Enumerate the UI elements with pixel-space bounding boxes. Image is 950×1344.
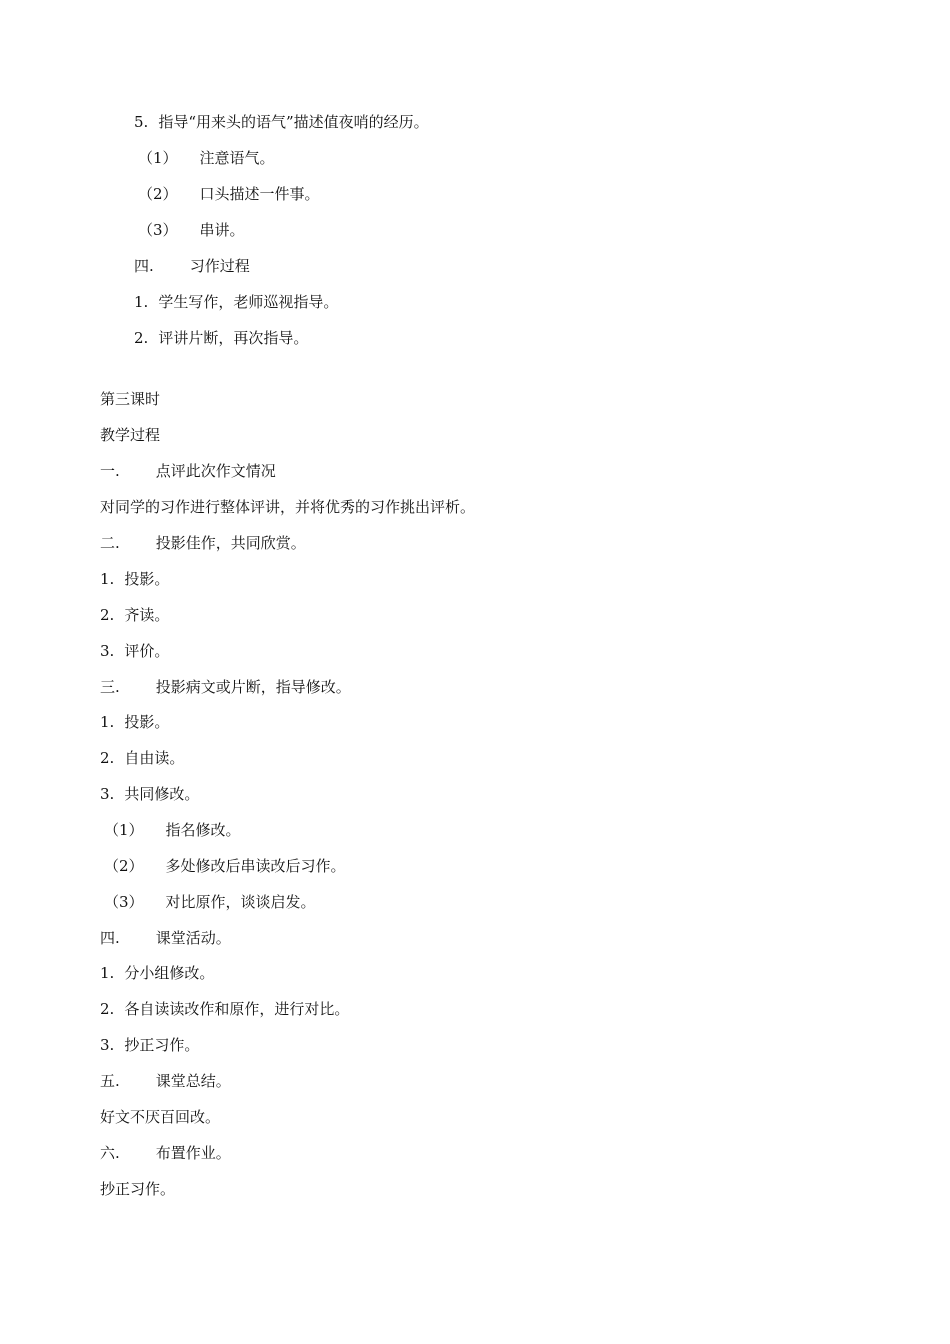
list-number: （2）: [138, 185, 178, 203]
list-text: 对同学的习作进行整体评讲，并将优秀的习作挑出评析。: [100, 498, 476, 516]
paragraph-line: [100, 1179, 175, 1199]
list-number: 二.: [100, 534, 120, 552]
section-6-heading: [100, 1143, 231, 1163]
list-text: 抄正习作。: [124, 1036, 200, 1054]
list-text: 对比原作，谈谈启发。: [165, 893, 316, 911]
list-text: 指名修改。: [165, 821, 241, 839]
list-text: 自由读。: [124, 749, 185, 767]
list-number: （1）: [104, 821, 144, 839]
list-number: 一.: [100, 462, 120, 480]
list-number: 2.: [100, 1000, 115, 1018]
list-item: [100, 748, 184, 768]
step-2-line: [134, 328, 308, 348]
step-5-line: [134, 112, 429, 132]
section-1-heading: [100, 461, 276, 481]
paragraph-line: [100, 1107, 220, 1127]
list-text: 评价。: [124, 642, 170, 660]
list-item: [100, 569, 169, 589]
list-number: 四.: [100, 929, 120, 947]
list-text: 投影病文或片断，指导修改。: [155, 678, 351, 696]
list-number: 3.: [100, 642, 115, 660]
list-number: 1.: [134, 293, 149, 311]
sub-item-2-line: [138, 184, 320, 204]
list-number: 2.: [100, 749, 115, 767]
list-text: 口头描述一件事。: [199, 185, 320, 203]
list-number: （3）: [104, 893, 144, 911]
list-text: 评讲片断，再次指导。: [158, 329, 309, 347]
sub-item-line: [104, 820, 241, 840]
list-text: 注意语气。: [199, 149, 275, 167]
section-4-heading: [100, 928, 231, 948]
list-text: 投影佳作，共同欣赏。: [155, 534, 306, 552]
list-text: 好文不厌百回改。: [100, 1108, 221, 1126]
list-item: [100, 641, 169, 661]
list-text: 点评此次作文情况: [155, 462, 276, 480]
list-number: （2）: [104, 857, 144, 875]
list-item: [100, 712, 169, 732]
list-item: [100, 963, 214, 983]
section-3-heading: [100, 677, 351, 697]
section-5-heading: [100, 1071, 231, 1091]
list-text: 分小组修改。: [124, 964, 215, 982]
list-number: 3.: [100, 785, 115, 803]
section-2-heading: [100, 533, 306, 553]
list-text: 习作过程: [189, 257, 250, 275]
list-number: 三.: [100, 678, 120, 696]
list-number: 五.: [100, 1072, 120, 1090]
list-text: 共同修改。: [124, 785, 200, 803]
list-text: 学生写作，老师巡视指导。: [158, 293, 339, 311]
sub-item-3-line: [138, 220, 245, 240]
list-number: 3.: [100, 1036, 115, 1054]
list-text: 多处修改后串读改后习作。: [165, 857, 346, 875]
list-item: [100, 1035, 199, 1055]
list-text: 课堂总结。: [155, 1072, 231, 1090]
list-text: 课堂活动。: [155, 929, 231, 947]
list-text: 布置作业。: [155, 1144, 231, 1162]
sub-item-line: [104, 856, 346, 876]
list-text: 投影。: [124, 570, 170, 588]
lesson-title: 第三课时: [100, 390, 161, 408]
list-item: [100, 784, 199, 804]
list-number: 1.: [100, 570, 115, 588]
list-text: 串讲。: [199, 221, 245, 239]
step-1-line: [134, 292, 338, 312]
sub-item-line: [104, 892, 316, 912]
process-title: 教学过程: [100, 426, 161, 444]
list-number: 2.: [134, 329, 149, 347]
list-number: 5.: [134, 113, 149, 131]
list-number: 1.: [100, 964, 115, 982]
list-number: 2.: [100, 606, 115, 624]
list-text: 各自读读改作和原作，进行对比。: [124, 1000, 350, 1018]
list-item: [100, 999, 349, 1019]
list-number: （1）: [138, 149, 178, 167]
sub-item-1-line: [138, 148, 275, 168]
list-text: 投影。: [124, 713, 170, 731]
list-number: 1.: [100, 713, 115, 731]
list-number: （3）: [138, 221, 178, 239]
list-number: 六.: [100, 1144, 120, 1162]
list-number: 四.: [134, 257, 154, 275]
list-text: 指导“用来头的语气”描述值夜哨的经历。: [158, 113, 429, 131]
paragraph-line: [100, 497, 475, 517]
list-text: 齐读。: [124, 606, 170, 624]
section-4-heading: [134, 256, 250, 276]
list-item: [100, 605, 169, 625]
list-text: 抄正习作。: [100, 1180, 176, 1198]
